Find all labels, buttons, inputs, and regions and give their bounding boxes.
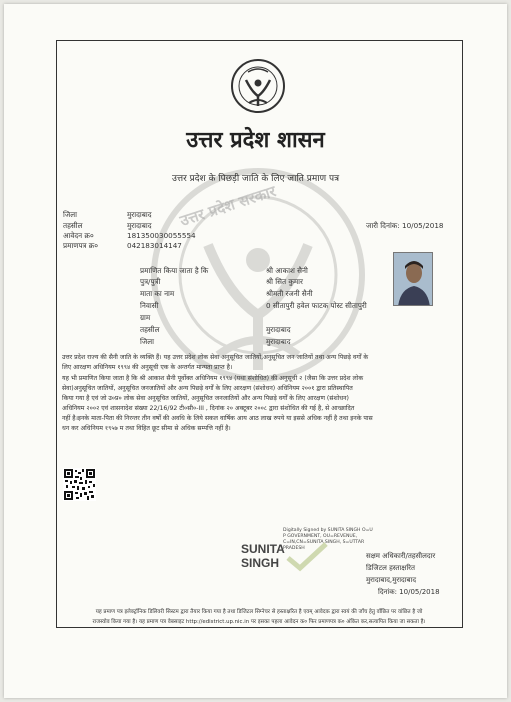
detail-label: निवासी <box>140 301 159 310</box>
detail-label: प्रमाणित किया जाता है कि <box>140 266 209 275</box>
tehsil-label: तहसील <box>63 221 83 230</box>
detail-value: श्री आकाश सैनी <box>266 266 308 275</box>
qr-code <box>63 468 96 501</box>
body-paragraph-2: यह भी प्रमाणित किया जाता है कि श्री आकाश सैनी पूर्वोक्त अधिनियम १९९४ (यथा संशोधित) की अनुसूची २ (जैसा कि उत्तर प्रदेश लोक सेवा)अनुसूचित जातियों, अनुसूचित जनजातियों और अन्य पिछड़े वर्गों के लिए आरक्षण (संशोधन) अधिनियम २००१ द्वारा प्रतिस्थापित किया गया है एवं जो उ०प्र० लोक सेवा अनुसूचित जातियों, अनुसूचित जनजातियों और अन्य पिछड़े वर्गों के लिए आरक्षण (संशोधन) अधिनियम २००२ एवं शासनादेश संख्या 22/16/92 टी०सी०-III , दिनांक २० अक्टूबर २००८ द्वारा संशोधित की गई है, से आच्छादित नहीं है।इनके माता-पिता की निरन्तर तीन वर्षों की अवधि के लिये सकल वार्षिक आय आठ लाख रुपये या इससे अधिक नहीं है तथा इनके पास धन कर अधिनियम १९५७ म तथा विहित छूट सीमा से अधिक सम्पत्ति नहीं है। <box>62 375 373 432</box>
officer-digital-signed: डिजिटल हस्ताक्षरित <box>366 564 415 572</box>
detail-label: पुत्र/पुत्री <box>140 277 161 286</box>
watermark-text: उत्तर प्रदेश सरकार <box>177 182 279 230</box>
signer-name-line1: SUNITA <box>241 542 285 556</box>
detail-value: श्री सित कुमार <box>266 277 303 286</box>
detail-value: श्रीमती रजनी सैनी <box>266 289 313 298</box>
application-number: 181350030055554 <box>127 231 196 240</box>
detail-label: माता का नाम <box>140 289 175 298</box>
page-title: उत्तर प्रदेश शासन <box>186 128 325 153</box>
signer-name-line2: SINGH <box>241 556 280 570</box>
district-value: मुरादाबाद <box>127 210 152 219</box>
detail-label: तहसील <box>140 325 160 334</box>
footer-note-line2: राजस्वोव किया गया है। यह प्रमाण पत्र वेबसाइट http://edistrict.up.nic.in पर इसका पहला आवेदन क० फिर प्रमाणपत्र क० अंकित कर,सत्यापित किया जा सकता है। <box>92 619 426 625</box>
officer-date: दिनांक: 10/05/2018 <box>378 588 440 596</box>
tehsil-value: मुरादाबाद <box>127 221 152 230</box>
certificate-number: 042183014147 <box>127 241 182 250</box>
detail-value: मुरादाबाद <box>266 325 291 334</box>
detail-value: मुरादाबाद <box>266 337 291 346</box>
detail-label: ग्राम <box>140 313 151 322</box>
officer-designation: सक्षम अधिकारी/तहसीलदार <box>366 552 436 560</box>
body-paragraph-1: उत्तर प्रदेश राज्य की सैनी जाति के व्यक्ति हैं। यह उत्तर प्रदेश लोक सेवा अनुसूचित जातियों,अनुसूचित जन जातियों तथा अन्य पिछड़े वर्गों के लिए आरक्षण अधिनियम १९९४ की अनुसूची एक के अन्तर्गत मान्यता प्राप्त है। <box>62 354 369 371</box>
applicant-photo <box>393 252 433 306</box>
district-label: जिला <box>63 210 77 219</box>
footer-note-line1: यह प्रमाण पत्र इलेक्ट्रॉनिक डिलिवरी सिस्टम द्वारा तैयार किया गया है तथा डिजिटल सिग्नेचर से हस्ताक्षरित है एवम् आवेदक द्वारा स्वयं की जाँच हेतु वाँछित पर वांछित है जो <box>95 609 423 615</box>
page-subtitle: उत्तर प्रदेश के पिछड़ी जाति के लिए जाति प्रमाण पत्र <box>171 174 340 184</box>
digital-signature-details: Digitally Signed by SUNITA SINGH O=U P GOVERNMENT, OU=REVENUE, C=IN,CN=SUNITA SINGH, S=UTTAR PRADESH <box>283 528 373 551</box>
detail-label: जिला <box>140 337 154 346</box>
up-emblem-icon <box>230 58 286 114</box>
application-label: आवेदन क्र० <box>63 231 94 240</box>
issue-date: जारी दिनांक: 10/05/2018 <box>366 221 444 230</box>
officer-location: मुरादाबाद,मुरादाबाद <box>366 576 417 584</box>
detail-value: 0 सीतापुरी हवेल फाटक पोस्ट सीतापुरी <box>266 301 367 310</box>
certificate-label: प्रमाणपत्र क्र० <box>63 241 99 250</box>
